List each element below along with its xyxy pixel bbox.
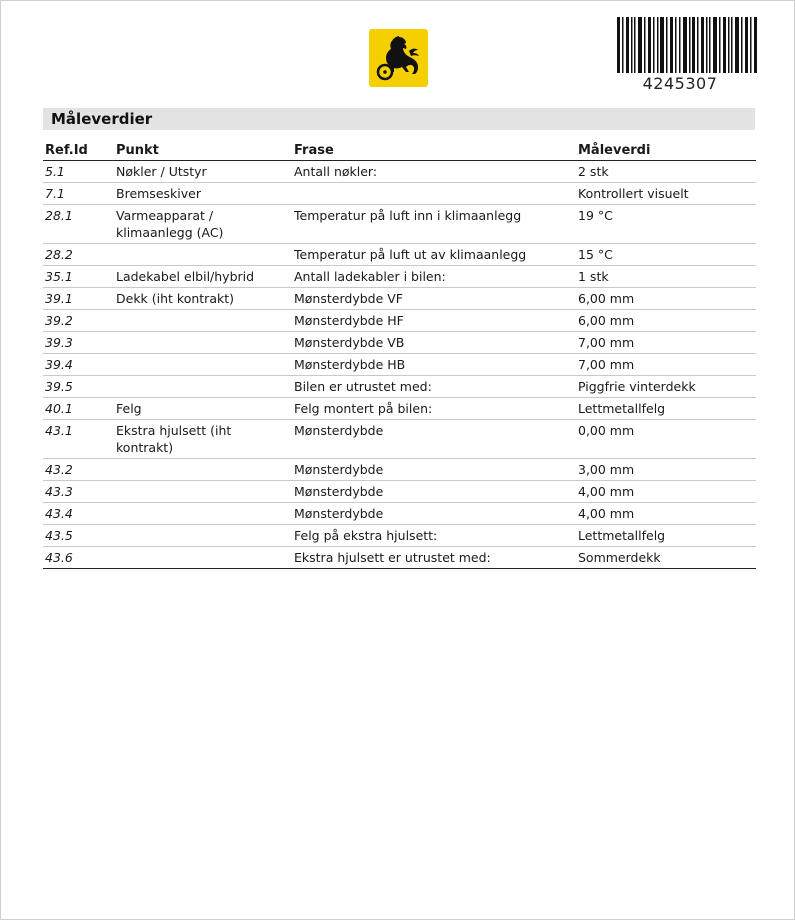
cell-frase: Mønsterdybde VB [292, 332, 576, 354]
cell-punkt [114, 481, 292, 503]
cell-punkt: Varmeapparat / klimaanlegg (AC) [114, 205, 292, 244]
cell-verdi: 3,00 mm [576, 459, 756, 481]
cell-punkt: Felg [114, 398, 292, 420]
cell-verdi: 19 °C [576, 205, 756, 244]
cell-ref: 28.1 [43, 205, 114, 244]
cell-punkt: Bremseskiver [114, 183, 292, 205]
cell-punkt [114, 354, 292, 376]
cell-frase [292, 183, 576, 205]
table-row [43, 288, 756, 310]
table-row [43, 459, 756, 481]
cell-frase: Felg montert på bilen: [292, 398, 576, 420]
cell-frase: Antall ladekabler i bilen: [292, 266, 576, 288]
cell-punkt [114, 459, 292, 481]
cell-frase: Mønsterdybde HF [292, 310, 576, 332]
cell-verdi: Lettmetallfelg [576, 525, 756, 547]
cell-punkt: Ladekabel elbil/hybrid [114, 266, 292, 288]
table-row [43, 332, 756, 354]
table-row [43, 244, 756, 266]
table-row [43, 481, 756, 503]
column-header-frase: Frase [292, 140, 576, 161]
cell-frase: Mønsterdybde [292, 420, 576, 459]
cell-punkt: Nøkler / Utstyr [114, 161, 292, 183]
cell-verdi: 4,00 mm [576, 481, 756, 503]
cell-verdi: 6,00 mm [576, 288, 756, 310]
cell-ref: 43.6 [43, 547, 114, 569]
cell-verdi: 7,00 mm [576, 332, 756, 354]
barcode-icon [617, 17, 758, 73]
column-header-punkt: Punkt [114, 140, 292, 161]
cell-punkt [114, 547, 292, 569]
cell-ref: 39.1 [43, 288, 114, 310]
cell-ref: 5.1 [43, 161, 114, 183]
cell-frase: Bilen er utrustet med: [292, 376, 576, 398]
cell-ref: 43.3 [43, 481, 114, 503]
cell-punkt: Dekk (iht kontrakt) [114, 288, 292, 310]
cell-verdi: Kontrollert visuelt [576, 183, 756, 205]
cell-punkt [114, 525, 292, 547]
cell-verdi: Piggfrie vinterdekk [576, 376, 756, 398]
table-row [43, 354, 756, 376]
measurements-table [43, 140, 756, 569]
cell-ref: 40.1 [43, 398, 114, 420]
cell-ref: 35.1 [43, 266, 114, 288]
cell-verdi: Lettmetallfelg [576, 398, 756, 420]
cell-punkt [114, 376, 292, 398]
section-title: Måleverdier [51, 110, 153, 128]
griffin-logo-icon [369, 29, 428, 87]
cell-ref: 39.4 [43, 354, 114, 376]
cell-ref: 7.1 [43, 183, 114, 205]
table-row [43, 183, 756, 205]
table-row [43, 266, 756, 288]
cell-frase: Mønsterdybde [292, 503, 576, 525]
cell-frase: Temperatur på luft inn i klimaanlegg [292, 205, 576, 244]
column-header-ref: Ref.Id [43, 140, 114, 161]
cell-ref: 28.2 [43, 244, 114, 266]
table-header-row [43, 140, 756, 161]
table-row [43, 310, 756, 332]
cell-verdi: 4,00 mm [576, 503, 756, 525]
cell-ref: 43.2 [43, 459, 114, 481]
barcode-number: 4245307 [642, 74, 718, 93]
cell-ref: 43.1 [43, 420, 114, 459]
table-row [43, 205, 756, 244]
cell-verdi: 6,00 mm [576, 310, 756, 332]
cell-verdi: 1 stk [576, 266, 756, 288]
cell-punkt [114, 244, 292, 266]
cell-frase: Temperatur på luft ut av klimaanlegg [292, 244, 576, 266]
cell-verdi: 2 stk [576, 161, 756, 183]
cell-ref: 39.3 [43, 332, 114, 354]
cell-frase: Felg på ekstra hjulsett: [292, 525, 576, 547]
cell-punkt [114, 503, 292, 525]
cell-verdi: 15 °C [576, 244, 756, 266]
cell-frase: Mønsterdybde HB [292, 354, 576, 376]
table-row [43, 161, 756, 183]
table-row [43, 376, 756, 398]
section-header [43, 108, 755, 130]
cell-frase: Ekstra hjulsett er utrustet med: [292, 547, 576, 569]
cell-punkt: Ekstra hjulsett (iht kontrakt) [114, 420, 292, 459]
cell-verdi: 7,00 mm [576, 354, 756, 376]
table-row [43, 547, 756, 569]
cell-verdi: Sommerdekk [576, 547, 756, 569]
cell-ref: 39.2 [43, 310, 114, 332]
cell-ref: 43.4 [43, 503, 114, 525]
column-header-verdi: Måleverdi [576, 140, 756, 161]
cell-frase: Mønsterdybde [292, 481, 576, 503]
table-row [43, 398, 756, 420]
cell-verdi: 0,00 mm [576, 420, 756, 459]
table-row [43, 525, 756, 547]
table-row [43, 503, 756, 525]
cell-ref: 39.5 [43, 376, 114, 398]
table-row [43, 420, 756, 459]
cell-ref: 43.5 [43, 525, 114, 547]
cell-frase: Antall nøkler: [292, 161, 576, 183]
cell-punkt [114, 310, 292, 332]
cell-punkt [114, 332, 292, 354]
cell-frase: Mønsterdybde VF [292, 288, 576, 310]
cell-frase: Mønsterdybde [292, 459, 576, 481]
